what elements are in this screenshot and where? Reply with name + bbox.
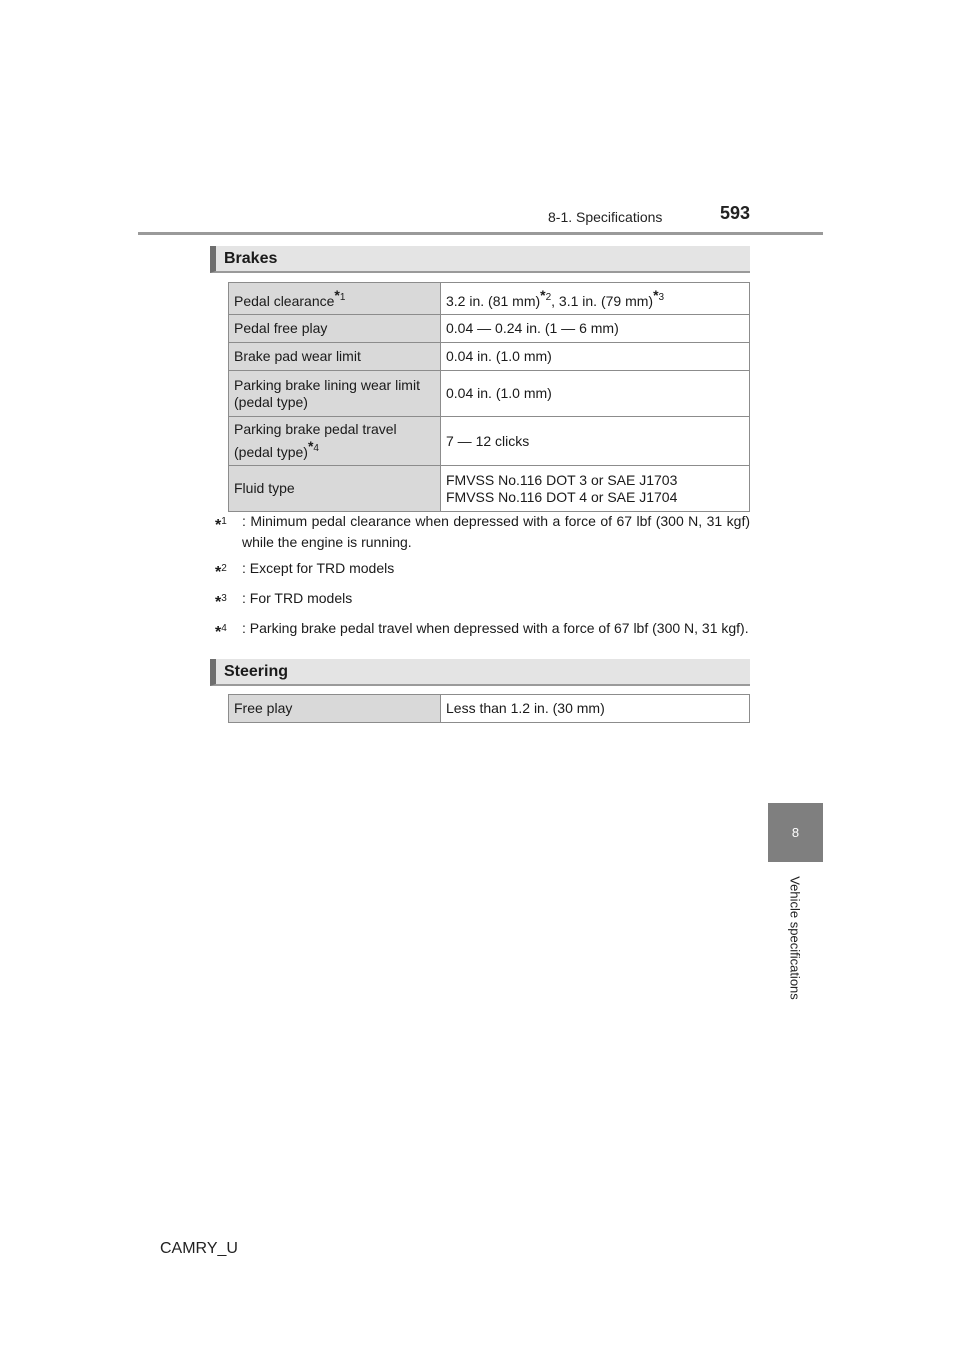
free-play-value: Less than 1.2 in. (30 mm) [441,695,750,723]
table-row [229,343,750,371]
chapter-label-text: Vehicle specifications [787,876,803,1000]
page-number: 593 [720,203,751,223]
pedal-free-play-value: 0.04 — 0.24 in. (1 — 6 mm) [441,315,750,343]
fluid-type-label: Fluid type [229,466,441,512]
pedal-travel-value: 7 — 12 clicks [441,417,750,466]
steering-heading-text: Steering [224,662,289,680]
steering-table [228,694,750,723]
pedal-clearance-label: Pedal clearance$^{*1}$ [229,283,441,315]
free-play-label: Free play [229,695,441,723]
brakes-heading-text: Brakes [224,249,278,267]
pad-wear-value: 0.04 in. (1.0 mm) [441,343,750,371]
brakes-footnotes [215,511,750,648]
model-code: CAMRY_U [160,1240,238,1257]
table-row [229,283,750,315]
table-row [229,417,750,466]
lining-wear-label: Parking brake lining wear limit (pedal type) [229,371,441,417]
brakes-heading [210,246,750,273]
brakes-table [228,282,750,512]
pad-wear-label: Brake pad wear limit [229,343,441,371]
pedal-clearance-value: 3.2 in. (81 mm)$^{*2}$, 3.1 in. (79 mm)$^{*3}$ [441,283,750,315]
lining-wear-value: 0.04 in. (1.0 mm) [441,371,750,417]
header-rule [138,232,823,235]
chapter-number: 8 [791,825,800,840]
steering-heading [210,659,750,686]
table-row [229,466,750,512]
section-title: 8-1. Specifications [548,209,663,225]
footnote-3: *$^3$ : For TRD models [215,590,353,611]
table-row [229,371,750,417]
footnote-4: *$^4$ : Parking brake pedal travel when depressed with a force of 67 lbf (300 N, 31 kgf). [215,620,749,641]
footnote-2: *$^2$ : Except for TRD models [215,560,395,581]
fluid-type-value: FMVSS No.116 DOT 3 or SAE J1703 FMVSS No.116 DOT 4 or SAE J1704 [441,466,750,512]
chapter-tab [768,803,823,862]
table-row [229,315,750,343]
pedal-free-play-label: Pedal free play [229,315,441,343]
footnote-1: *$^1$ : Minimum pedal clearance when depressed with a force of 67 lbf (300 N, 31 kgf) while the engine is running. [215,513,750,550]
pedal-travel-label: Parking brake pedal travel (pedal type)$^{*4}$ [229,417,441,466]
table-row [229,695,750,723]
